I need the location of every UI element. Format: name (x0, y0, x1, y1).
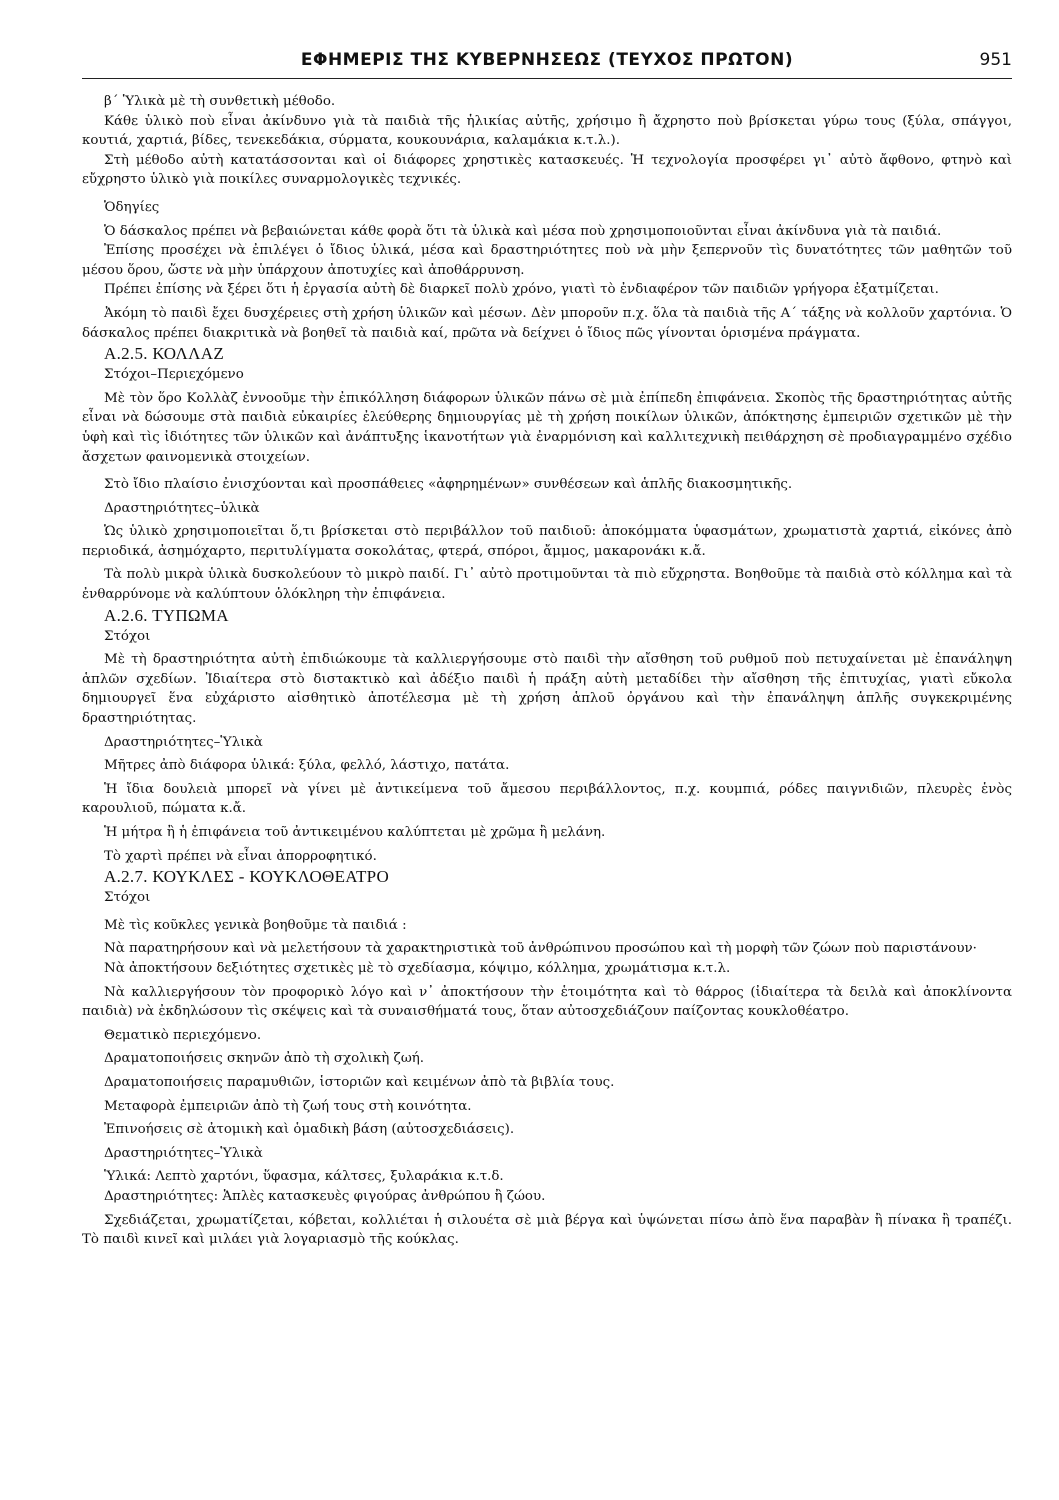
page-number: 951 (979, 50, 1012, 70)
paragraph: Νὰ καλλιεργήσουν τὸν προφορικὸ λόγο καὶ ν᾿ ἀποκτήσουν τὴν ἑτοιμότητα καὶ τὸ θάρρος (ἰδιαίτερα τὰ δειλὰ καὶ ἀποκλίνοντα παιδιὰ) νὰ ἐκδηλώσουν τὶς σκέψεις καὶ τὰ συναισθήματά τους, ὅταν αὐτοσχεδιάζουν παίζοντας κουκλοθέατρο. (82, 984, 1012, 1020)
subheading: Θεματικὸ περιεχόμενο. (104, 1027, 262, 1043)
subheading: Δραστηριότητες–Ὑλικὰ (104, 734, 263, 750)
list-item: Δραματοποιήσεις σκηνῶν ἀπὸ τὴ σχολικὴ ζωή. (104, 1051, 425, 1067)
list-item: Ἐπινοήσεις σὲ ἀτομικὴ καὶ ὁμαδικὴ βάση (αὐτοσχεδιάσεις). (104, 1122, 515, 1138)
list-item: Μεταφορὰ ἐμπειριῶν ἀπὸ τὴ ζωή τους στὴ κοινότητα. (104, 1098, 472, 1114)
paragraph: Μὲ τὸν ὅρο Κολλὰζ ἐννοοῦμε τὴν ἐπικόλληση διάφορων ὑλικῶν πάνω σὲ μιὰ ἐπίπεδη ἐπιφάνεια. Σκοπὸς τῆς δραστηριότητας αὐτῆς εἶναι νὰ δώσουμε στὰ παιδιὰ εὐκαιρίες ἐλεύθερης δημιουργίας μὲ τὴ χρήση ποικίλων ὑλικῶν, ἀπόκτησης ἐμπειριῶν σχετικῶν μὲ τὴν ὑφὴ καὶ τὶς ἰδιότητες τῶν ὑλικῶν καὶ ἀνάπτυξης ἱκανοτήτων γιὰ ἐναρμόνιση καὶ καλλιτεχνικὴ πειθάρχηση σὲ προδιαγραμμένο σχέδιο ἄσχετων φαινομενικὰ στοιχείων. (82, 390, 1012, 465)
paragraph: Νὰ παρατηρήσουν καὶ νὰ μελετήσουν τὰ χαρακτηριστικὰ τοῦ ἀνθρώπινου προσώπου καὶ τὴ μορφὴ τῶν ζώων ποὺ παριστάνουν· (104, 941, 977, 957)
subheading: Δραστηριότητες–Ὑλικὰ (104, 1145, 263, 1161)
paragraph: Σχεδιάζεται, χρωματίζεται, κόβεται, κολλιέται ἡ σιλουέτα σὲ μιὰ βέργα καὶ ὑψώνεται πίσω ἀπὸ ἕνα παραβὰν ἢ πίνακα ἢ τραπέζι. Τὸ παιδὶ κινεῖ καὶ μιλάει γιὰ λογαριασμὸ τῆς κούκλας. (82, 1212, 1012, 1248)
paragraph: Πρέπει ἐπίσης νὰ ξέρει ὅτι ἡ ἐργασία αὐτὴ δὲ διαρκεῖ πολὺ χρόνο, γιατὶ τὸ ἐνδιαφέρον τῶν παιδιῶν γρήγορα ἐξατμίζεται. (104, 282, 939, 298)
paragraph: Τὰ πολὺ μικρὰ ὑλικὰ δυσκολεύουν τὸ μικρὸ παιδί. Γι᾿ αὐτὸ προτιμοῦνται τὰ πιὸ εὔχρηστα. Βοηθοῦμε τὰ παιδιὰ στὸ κόλλημα καὶ τὰ ἐνθαρρύνομε νὰ καλύπτουν ὁλόκληρη τὴν ἐπιφάνεια. (82, 567, 1012, 603)
paragraph: Κάθε ὑλικὸ ποὺ εἶναι ἀκίνδυνο γιὰ τὰ παιδιὰ τῆς ἡλικίας αὐτῆς, χρήσιμο ἢ ἄχρηστο ποὺ βρίσκεται γύρω τους (ξύλα, σπάγγοι, κουτιά, χαρτιά, βίδες, τενεκεδάκια, σύρματα, κουκουνάρια, καλαμάκια κ.τ.λ.). (82, 113, 1012, 149)
paragraph: Ὁ δάσκαλος πρέπει νὰ βεβαιώνεται κάθε φορὰ ὅτι τὰ ὑλικὰ καὶ μέσα ποὺ χρησιμοποιοῦνται εἶναι ἀκίνδυνα γιὰ τὰ παιδιά. (104, 223, 942, 239)
guidelines-heading: Ὁδηγίες (104, 199, 160, 215)
paragraph: Ἐπίσης προσέχει νὰ ἐπιλέγει ὁ ἴδιος ὑλικά, μέσα καὶ δραστηριότητες ποὺ νὰ μὴν ξεπερνοῦν τὶς δυνατότητες τῶν μαθητῶν τοῦ μέσου ὅρου, ὥστε νὰ μὴν ὑπάρχουν ἀποτυχίες καὶ ἀποθάρρυνση. (82, 243, 1012, 278)
subheading: Στόχοι–Περιεχόμενο (104, 367, 244, 383)
part-b-heading: β΄ Ὑλικὰ μὲ τὴ συνθετικὴ μέθοδο. (104, 94, 336, 109)
subheading: Στόχοι (104, 628, 151, 644)
paragraph: Στὸ ἴδιο πλαίσιο ἐνισχύονται καὶ προσπάθειες «ἀφηρημένων» συνθέσεων καὶ ἁπλῆς διακοσμητικῆς. (104, 477, 793, 493)
section-title-print: Α.2.6. ΤΥΠΩΜΑ (104, 605, 229, 625)
paragraph: Δραστηριότητες: Ἁπλὲς κατασκευὲς φιγούρας ἀνθρώπου ἢ ζώου. (104, 1188, 546, 1204)
paragraph: Μὲ τὴ δραστηριότητα αὐτὴ ἐπιδιώκουμε τὰ καλλιεργήσουμε στὸ παιδὶ τὴν αἴσθηση τοῦ ρυθμοῦ ποὺ πετυχαίνεται μὲ ἐπανάληψη ἁπλῶν σχεδίων. Ἰδιαίτερα στὸ διστακτικὸ καὶ ἀδέξιο παιδὶ ἡ πράξη αὐτὴ μεταδίδει τὴν αἴσθηση τῆς ἐπιτυχίας, γιατὶ εὔκολα δημιουργεῖ ἕνα εὐχάριστο αἰσθητικὸ ἀποτέλεσμα μὲ τὴ χρήση ἁπλοῦ ὀργάνου καὶ τὴν ἐπανάληψη ἁπλῆς συγκεκριμένης δραστηριότητας. (82, 652, 1012, 727)
section-title-puppets: Α.2.7. ΚΟΥΚΛΕΣ - ΚΟΥΚΛΟΘΕΑΤΡΟ (104, 867, 390, 887)
paragraph: Στὴ μέθοδο αὐτὴ κατατάσσονται καὶ οἱ διάφορες χρηστικὲς κατασκευές. Ἡ τεχνολογία προσφέρει γι᾿ αὐτὸ ἄφθονο, φτηνὸ καὶ εὔχρηστο ὑλικὸ γιὰ ποικίλες συναρμολογικὲς τεχνικές. (82, 152, 1012, 188)
paragraph: Μῆτρες ἀπὸ διάφορα ὑλικά: ξύλα, φελλό, λάστιχο, πατάτα. (104, 758, 510, 774)
paragraph: Τὸ χαρτὶ πρέπει νὰ εἶναι ἀπορροφητικό. (104, 848, 377, 864)
section-title-collage: Α.2.5. ΚΟΛΛΑΖ (104, 344, 225, 364)
paragraph: Ἡ ἴδια δουλειὰ μπορεῖ νὰ γίνει μὲ ἀντικείμενα τοῦ ἄμεσου περιβάλλοντος, π.χ. κουμπιά, ρόδες παιγνιδιῶν, πλευρὲς ἑνὸς καρουλιοῦ, πώματα κ.ἄ. (82, 781, 1012, 817)
paragraph: Ὡς ὑλικὸ χρησιμοποιεῖται ὅ,τι βρίσκεται στὸ περιβάλλον τοῦ παιδιοῦ: ἀποκόμματα ὑφασμάτων, χρωματιστὰ χαρτιά, εἰκόνες ἀπὸ περιοδικά, ἀσημόχαρτο, περιτυλίγματα σοκολάτας, φτερά, σπόροι, ἄμμος, μακαρονάκι κ.ἄ. (82, 524, 1012, 559)
paragraph: Ὑλικά: Λεπτὸ χαρτόνι, ὕφασμα, κάλτσες, ξυλαράκια κ.τ.δ. (104, 1169, 504, 1185)
page-body (82, 92, 1012, 1250)
paragraph: Νὰ ἀποκτήσουν δεξιότητες σχετικὲς μὲ τὸ σχεδίασμα, κόψιμο, κόλλημα, χρωμάτισμα κ.τ.λ. (104, 960, 731, 976)
gazette-title: ΕΦΗΜΕΡΙΣ ΤΗΣ ΚΥΒΕΡΝΗΣΕΩΣ (ΤΕΥΧΟΣ ΠΡΩΤΟΝ) (300, 50, 794, 70)
paragraph: Ἀκόμη τὸ παιδὶ ἔχει δυσχέρειες στὴ χρήση ὑλικῶν καὶ μέσων. Δὲν μποροῦν π.χ. ὅλα τὰ παιδιὰ τῆς Α΄ τάξης νὰ κολλοῦν χαρτόνια. Ὁ δάσκαλος πρέπει διακριτικὰ νὰ βοηθεῖ τὰ παιδιὰ καί, πρῶτα νὰ δείχνει ὁ ἴδιος πῶς γίνονται ὁρισμένα πράγματα. (82, 305, 1012, 341)
subheading: Στόχοι (104, 890, 151, 906)
subheading: Δραστηριότητες–ὑλικὰ (104, 500, 260, 516)
page-header (82, 50, 1012, 79)
list-item: Δραματοποιήσεις παραμυθιῶν, ἱστοριῶν καὶ κειμένων ἀπὸ τὰ βιβλία τους. (104, 1074, 615, 1090)
paragraph: Μὲ τὶς κοῦκλες γενικὰ βοηθοῦμε τὰ παιδιά : (104, 917, 407, 933)
paragraph: Ἡ μήτρα ἢ ἡ ἐπιφάνεια τοῦ ἀντικειμένου καλύπτεται μὲ χρῶμα ἢ μελάνη. (104, 825, 606, 840)
